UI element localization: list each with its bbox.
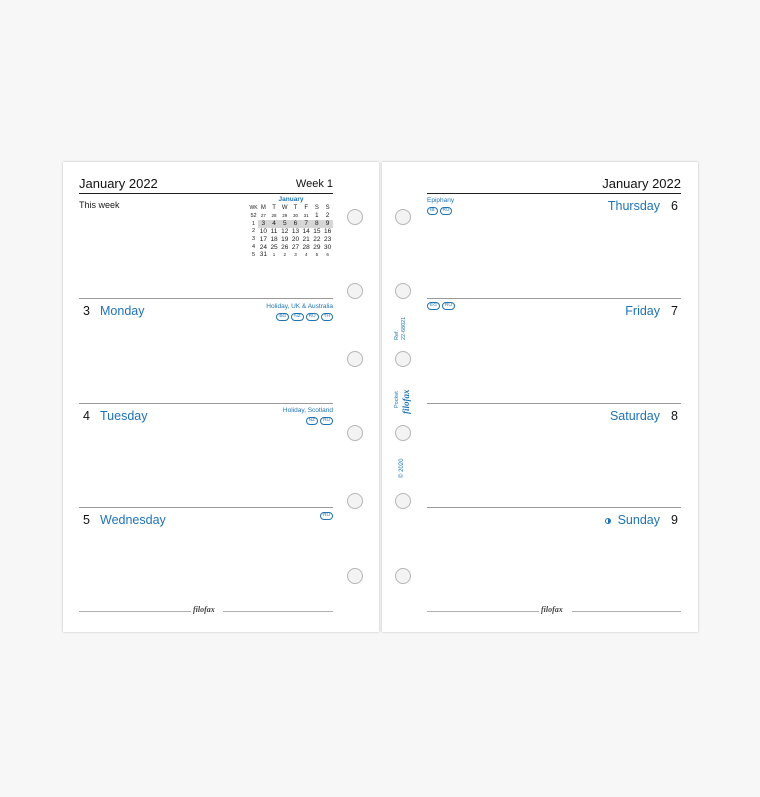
week-number-cell: 52 [250, 212, 257, 219]
mini-calendar-day: 10 [259, 227, 267, 235]
mini-calendar-day: 2 [283, 252, 287, 258]
mini-calendar-day: 29 [282, 213, 288, 219]
mini-calendar-day: 1 [315, 212, 319, 220]
mini-calendar-day: 5 [279, 220, 290, 228]
day-number-friday: 7 [671, 304, 678, 318]
mini-calendar-week-row [249, 220, 333, 228]
footer-rule [572, 611, 681, 612]
mini-calendar-day: 14 [302, 227, 310, 235]
country-code-badge: NZ [291, 313, 303, 321]
mini-calendar-day: 19 [281, 235, 289, 243]
mini-calendar-day: 12 [281, 227, 289, 235]
footer-rule [427, 611, 539, 612]
mini-calendar-week-row [249, 212, 333, 220]
left-diary-page [63, 162, 379, 632]
mini-calendar-grid [249, 204, 333, 259]
mini-calendar-day: 16 [323, 227, 332, 235]
day-divider [79, 507, 333, 508]
mini-calendar-day: 9 [322, 220, 333, 228]
ring-hole-icon [395, 283, 411, 299]
mini-calendar-day: 5 [315, 252, 319, 258]
ref-code: 22-68021 [401, 316, 407, 340]
spine-brand-logo: filofax [401, 389, 411, 414]
country-code-badge: RU [320, 512, 333, 520]
country-code-badge: RU [306, 313, 319, 321]
mini-calendar-day: 6 [290, 220, 301, 228]
day-number-thursday: 6 [671, 199, 678, 213]
ring-hole-icon [347, 283, 363, 299]
day-number-wednesday: 5 [83, 513, 90, 527]
week-number-cell: 5 [251, 251, 256, 258]
mini-calendar-day: 8 [312, 220, 323, 228]
moon-icon [605, 518, 611, 524]
this-week-label: This week [79, 200, 120, 210]
weekday-header: W [281, 205, 288, 211]
mini-calendar-day: 24 [259, 243, 267, 251]
mini-calendar-day: 13 [291, 227, 300, 235]
mini-calendar-day: 27 [260, 213, 266, 219]
ring-hole-icon [395, 209, 411, 225]
mini-calendar-day: 22 [313, 235, 321, 243]
country-code-badge: NZ [306, 417, 318, 425]
day-divider [427, 298, 681, 299]
country-code-badge: EG [427, 302, 440, 310]
day-name-thursday: Thursday [607, 199, 660, 213]
mini-calendar-day: 30 [323, 243, 332, 251]
mini-calendar [249, 196, 333, 259]
country-code-badge: IB [427, 207, 438, 215]
mini-calendar-week-row [249, 243, 333, 251]
mini-calendar-day: 20 [291, 235, 300, 243]
mini-calendar-day: 3 [258, 220, 269, 228]
weekday-header: S [325, 205, 330, 211]
country-badges-wednesday [320, 512, 333, 520]
weekday-header: S [314, 205, 319, 211]
country-code-badge: BG [276, 313, 289, 321]
ring-hole-icon [395, 493, 411, 509]
mini-calendar-day: 31 [259, 251, 267, 259]
mini-calendar-day: 21 [302, 235, 310, 243]
mini-calendar-day: 28 [271, 213, 277, 219]
mini-calendar-day: 25 [270, 243, 278, 251]
mini-calendar-day: 29 [313, 243, 321, 251]
right-diary-page [382, 162, 698, 632]
ref-label: Ref. [394, 329, 400, 340]
day-number-monday: 3 [83, 304, 90, 318]
mini-calendar-week-row [249, 251, 333, 259]
mini-calendar-day: 1 [272, 252, 276, 258]
mini-calendar-day: 2 [325, 212, 330, 220]
footer-rule [223, 611, 333, 612]
day-divider [79, 403, 333, 404]
filofax-logo: filofax [193, 605, 215, 614]
mini-calendar-day: 4 [269, 220, 280, 228]
weekday-header: F [304, 205, 308, 211]
mini-calendar-day: 3 [294, 252, 297, 258]
country-code-badge: RU [442, 302, 455, 310]
mini-calendar-week-row [249, 235, 333, 243]
day-name-tuesday: Tuesday [100, 409, 148, 423]
holiday-note-monday: Holiday, UK & Australia [266, 303, 333, 310]
week-number: Week 1 [295, 178, 333, 190]
mini-calendar-day: 30 [292, 213, 298, 219]
country-badges-monday [276, 313, 333, 321]
week-number-cell: 3 [251, 236, 256, 243]
holiday-note-thursday: Epiphany [427, 197, 455, 204]
country-code-badge: RU [440, 207, 453, 215]
day-number-tuesday: 4 [83, 409, 90, 423]
mini-calendar-day: 23 [323, 235, 332, 243]
mini-calendar-day: 6 [326, 252, 329, 258]
header-rule [79, 193, 333, 194]
filofax-logo: filofax [541, 605, 563, 614]
country-badges-thursday [427, 207, 452, 215]
day-divider [427, 507, 681, 508]
weekday-header: M [260, 205, 266, 211]
left-month-title: January 2022 [79, 176, 158, 191]
day-name-saturday: Saturday [609, 409, 660, 423]
mini-calendar-day: 31 [303, 213, 309, 219]
day-divider [79, 298, 333, 299]
country-badges-tuesday [306, 417, 333, 425]
mini-calendar-day: 28 [302, 243, 310, 251]
ring-hole-icon [347, 425, 363, 441]
country-code-badge: RU [320, 417, 333, 425]
day-name-friday: Friday [625, 304, 660, 318]
week-number-cell: 4 [251, 244, 256, 251]
country-code-badge: TH [321, 313, 333, 321]
ring-hole-icon [395, 351, 411, 367]
mini-calendar-day: 18 [270, 235, 278, 243]
mini-calendar-day: 15 [313, 227, 321, 235]
mini-calendar-title: January [278, 196, 304, 203]
ring-hole-icon [347, 493, 363, 509]
ring-hole-icon [395, 568, 411, 584]
ring-hole-icon [347, 209, 363, 225]
ring-hole-icon [395, 425, 411, 441]
mini-calendar-day: 7 [301, 220, 312, 228]
footer-rule [79, 611, 191, 612]
holiday-note-tuesday: Holiday, Scotland [282, 407, 333, 414]
weekday-header: T [272, 205, 276, 211]
ring-hole-icon [347, 568, 363, 584]
country-badges-friday [427, 302, 455, 310]
mini-calendar-day: 27 [291, 243, 300, 251]
week-column-header: WK [249, 205, 258, 211]
day-name-monday: Monday [100, 304, 145, 318]
size-label: Pocket [394, 391, 400, 408]
day-number-saturday: 8 [671, 409, 678, 423]
mini-calendar-week-row [249, 228, 333, 236]
mini-calendar-day: 11 [270, 227, 278, 235]
mini-calendar-day: 26 [281, 243, 289, 251]
mini-calendar-day: 4 [304, 252, 308, 258]
weekday-header: T [293, 205, 298, 211]
copyright-note: © 2020 [399, 458, 405, 478]
ring-hole-icon [347, 351, 363, 367]
day-name-wednesday: Wednesday [100, 513, 166, 527]
week-number-cell: 2 [251, 228, 256, 235]
week-number-cell: 1 [251, 220, 256, 227]
mini-calendar-day: 17 [259, 235, 267, 243]
day-divider [427, 403, 681, 404]
right-month-title: January 2022 [602, 176, 681, 191]
day-number-sunday: 9 [671, 513, 678, 527]
header-rule [427, 193, 681, 194]
day-name-sunday: Sunday [617, 513, 660, 527]
